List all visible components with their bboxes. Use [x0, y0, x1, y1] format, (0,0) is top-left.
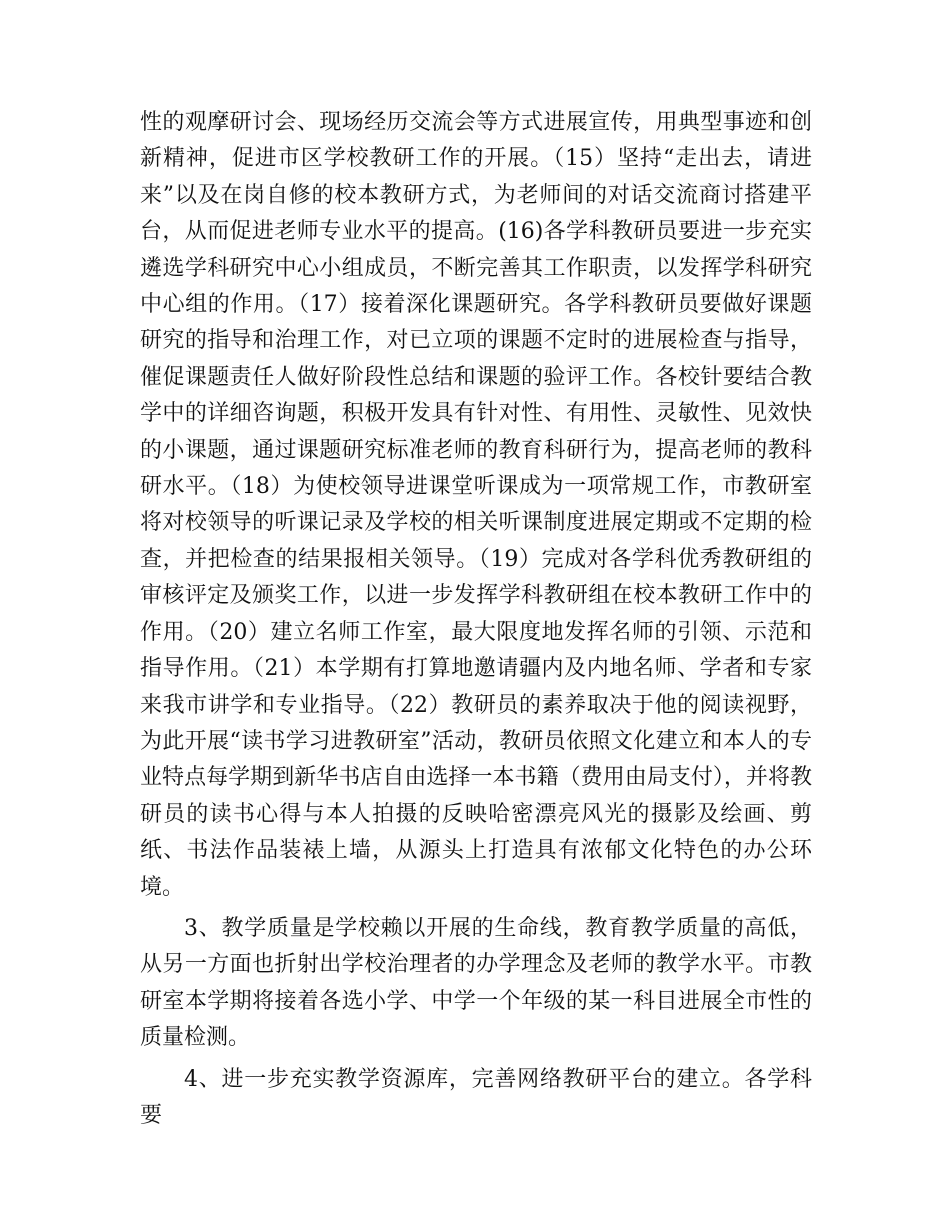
paragraph-teaching-quality: 3、教学质量是学校赖以开展的生命线，教育教学质量的高低，从另一方面也折射出学校治理者的办学理念及老师的教学水平。市教研室本学期将接着各选小学、中学一个年级的某一科目进展全市性的质量检测。	[140, 915, 812, 1051]
document-body	[140, 105, 812, 1139]
paragraph-resource-library: 4、进一步充实教学资源库，完善网络教研平台的建立。各学科要	[140, 1066, 812, 1128]
paragraph-continuation: 性的观摩研讨会、现场经历交流会等方式进展宣传，用典型事迹和创新精神，促进市区学校教研工作的开展。（15）坚持“走出去，请进来”以及在岗自修的校本教研方式，为老师间的对话交流商讨搭建平台，从而促进老师专业水平的提高。(16)各学科教研员要进一步充实遴选学科研究中心小组成员，不断完善其工作职责，以发挥学科研究中心组的作用。（17）接着深化课题研究。各学科教研员要做好课题研究的指导和治理工作，对已立项的课题不定时的进展检查与指导，催促课题责任人做好阶段性总结和课题的验评工作。各校针要结合教学中的详细咨询题，积极开发具有针对性、有用性、灵敏性、见效快的小课题，通过课题研究标准老师的教育科研行为，提高老师的教科研水平。（18）为使校领导进课堂听课成为一项常规工作，市教研室将对校领导的听课记录及学校的相关听课制度进展定期或不定期的检查，并把检查的结果报相关领导。（19）完成对各学科优秀教研组的审核评定及颁奖工作，以进一步发挥学科教研组在校本教研工作中的作用。（20）建立名师工作室，最大限度地发挥名师的引领、示范和指导作用。（21）本学期有打算地邀请疆内及内地名师、学者和专家来我市讲学和专业指导。（22）教研员的素养取决于他的阅读视野，为此开展“读书学习进教研室”活动，教研员依照文化建立和本人的专业特点每学期到新华书店自由选择一本书籍（费用由局支付），并将教研员的读书心得与本人拍摄的反映哈密漂亮风光的摄影及绘画、剪纸、书法作品装裱上墙，从源头上打造具有浓郁文化特色的办公环境。	[140, 110, 812, 900]
